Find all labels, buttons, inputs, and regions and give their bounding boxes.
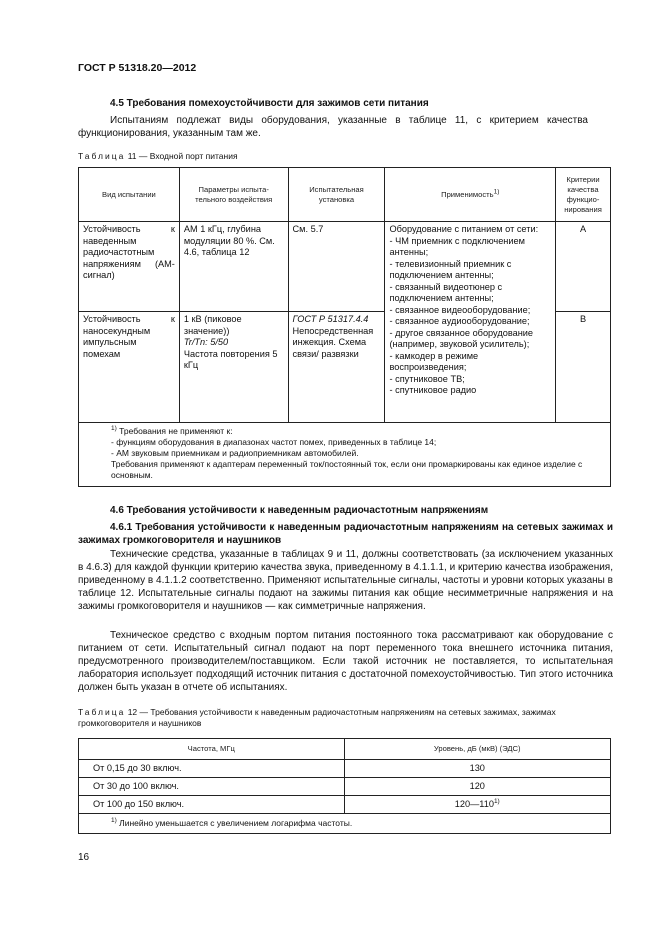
level-cell: 130 [344, 760, 611, 778]
frequency-cell: От 0,15 до 30 включ. [79, 760, 345, 778]
row2-setup-standard: ГОСТ Р 51317.4.4 [292, 314, 369, 324]
document-code: ГОСТ Р 51318.20—2012 [78, 62, 197, 74]
table-12-caption-text: 12 — Требования устойчивости к наведенным радиочастотным напряжениям на сетевых зажимах, зажимах громкоговорителя и наушников [78, 707, 556, 728]
th-test-params: Параметры испыта-тельного воздействия [179, 168, 288, 222]
th-applicability-sup: 1) [493, 187, 500, 195]
th-frequency: Частота, МГц [79, 739, 345, 760]
table-11-footnote-row [79, 423, 611, 487]
table-12-header-row [79, 739, 611, 760]
applicability-line: - ЧМ приемник с подключением антенны; [389, 235, 525, 257]
footnote-line: Требования применяют к адаптерам переменный ток/постоянный ток, если они промаркированы как единое изделие с основным. [111, 459, 583, 480]
footnote-line: - АМ звуковым приемникам и радиоприемникам автомобилей. [111, 448, 359, 458]
section-4-6-1-paragraph-2: Техническое средство с входным портом питания постоянного тока рассматривают как оборудование с питанием от сети. Испытательный сигнал подают на порт переменного тока внешнего источника питания, предусмотренного производителем/поставщиком. Если такой источник не поставляется, то испытательная лаборатория использует подходящий источник питания с достаточной помехоустойчивостью. Тип этого источника должен быть указан в отчете об испытаниях. [78, 630, 613, 693]
table-11-caption-text: 11 — Входной порт питания [127, 151, 238, 161]
table-12-row [79, 796, 611, 814]
table-12-footnote-marker: 1) [111, 817, 117, 825]
section-4-5-heading: 4.5 Требования помехоустойчивости для зажимов сети питания [110, 98, 429, 109]
frequency-cell: От 100 до 150 включ. [79, 796, 345, 814]
applicability-line: - телевизионный приемник с подключением антенны; [389, 258, 512, 280]
table-11-footnote [79, 423, 611, 487]
table-12-row [79, 778, 611, 796]
footnote-line-text: Требования не применяют к: [119, 426, 233, 436]
th-level: Уровень, дБ (мкВ) (ЭДС) [344, 739, 611, 760]
table-11-caption-prefix: Таблица [78, 151, 126, 161]
applicability-line: - камкодер в режиме воспроизведения; [389, 350, 479, 372]
row1-test: Устойчивость к наведенным радиочастотным напряжениям (АМ-сигнал) [79, 222, 180, 312]
applicability-line: - связанный видеотюнер с подключением антенны; [389, 281, 503, 303]
section-4-5-paragraph: Испытаниям подлежат виды оборудования, указанные в таблице 11, с критерием качества функционирования, указанным там же. [78, 115, 588, 139]
footnote-marker: 1) [111, 425, 117, 433]
row2-params [179, 312, 288, 423]
applicability-line: - другое связанное оборудование (например, звуковой усилитель); [389, 327, 534, 349]
table-12-row [79, 760, 611, 778]
footnote-line: - функциям оборудования в диапазонах частот помех, приведенных в таблице 14; [111, 437, 437, 447]
section-4-6-1-heading: 4.6.1 Требования устойчивости к наведенным радиочастотным напряжениям на сетевых зажимах и зажимах громкоговорителя и наушников [78, 522, 613, 546]
row2-setup [288, 312, 385, 423]
row2-params-freq: Частота повторения 5 кГц [183, 348, 278, 370]
th-applicability-text: Применимость [441, 189, 494, 199]
row2-params-ratio: Tr/Tn: 5/50 [183, 337, 229, 347]
table-12-footnote [79, 814, 611, 834]
applicability-cell [385, 222, 556, 423]
table-11-caption [78, 151, 238, 161]
row1-criteria: А [556, 222, 611, 312]
row2-params-peak: 1 кВ (пиковое значение)) [183, 314, 242, 336]
row2-test: Устойчивость к наносекундным импульсным помехам [79, 312, 180, 423]
level-cell [344, 796, 611, 814]
footnote-line [111, 426, 602, 437]
table-12-caption [78, 707, 613, 729]
section-4-6-heading: 4.6 Требования устойчивости к наведенным радиочастотным напряжениям [110, 505, 489, 516]
applicability-line: - спутниковое ТВ; [389, 373, 465, 384]
th-criteria: Критерии качества функцио-нирования [556, 168, 611, 222]
applicability-line: Оборудование с питанием от сети: [389, 224, 539, 234]
applicability-line: - связанное аудиооборудование; [389, 316, 530, 326]
row1-setup: См. 5.7 [288, 222, 385, 312]
table-12-footnote-row [79, 814, 611, 834]
table-11 [78, 167, 611, 487]
section-4-6-1-paragraph-1: Технические средства, указанные в таблицах 9 и 11, должны соответствовать (за исключением указанных в 4.6.3) для каждой функции критерию качества звука, приведенному в 4.1.1.1, и критерию качества изображения, приведенному в 4.1.1.2 соответственно. Применяют испытательные сигналы, частоты и уровни которых указаны в таблице 12. Испытательные сигналы подают на зажимы питания как общие несимметричные напряжения и на зажимы громкоговорителя и наушников — как симметричные напряжения. [78, 549, 613, 612]
level-value: 120—110 [454, 798, 494, 809]
th-test-type: Вид испытании [79, 168, 180, 222]
level-cell: 120 [344, 778, 611, 796]
row2-criteria: В [556, 312, 611, 423]
applicability-line: - связанное видеооборудование; [389, 304, 531, 315]
row1-params: АМ 1 кГц, глубина модуляции 80 %. См. 4.6, таблица 12 [179, 222, 288, 312]
table-11-row-1 [79, 222, 611, 312]
th-applicability [385, 168, 556, 222]
table-11-header-row [79, 168, 611, 222]
table-12 [78, 738, 611, 834]
level-sup: 1) [493, 797, 500, 805]
page-number: 16 [78, 852, 90, 863]
th-test-setup: Испытательная установка [288, 168, 385, 222]
applicability-line: - спутниковое радио [389, 385, 477, 395]
row2-setup-desc: Непосредственная инжекция. Схема связи/ развязки [292, 325, 374, 359]
table-12-footnote-text: Линейно уменьшается с увеличением логарифма частоты. [119, 818, 353, 828]
frequency-cell: От 30 до 100 включ. [79, 778, 345, 796]
table-12-caption-prefix: Таблица [78, 707, 126, 717]
